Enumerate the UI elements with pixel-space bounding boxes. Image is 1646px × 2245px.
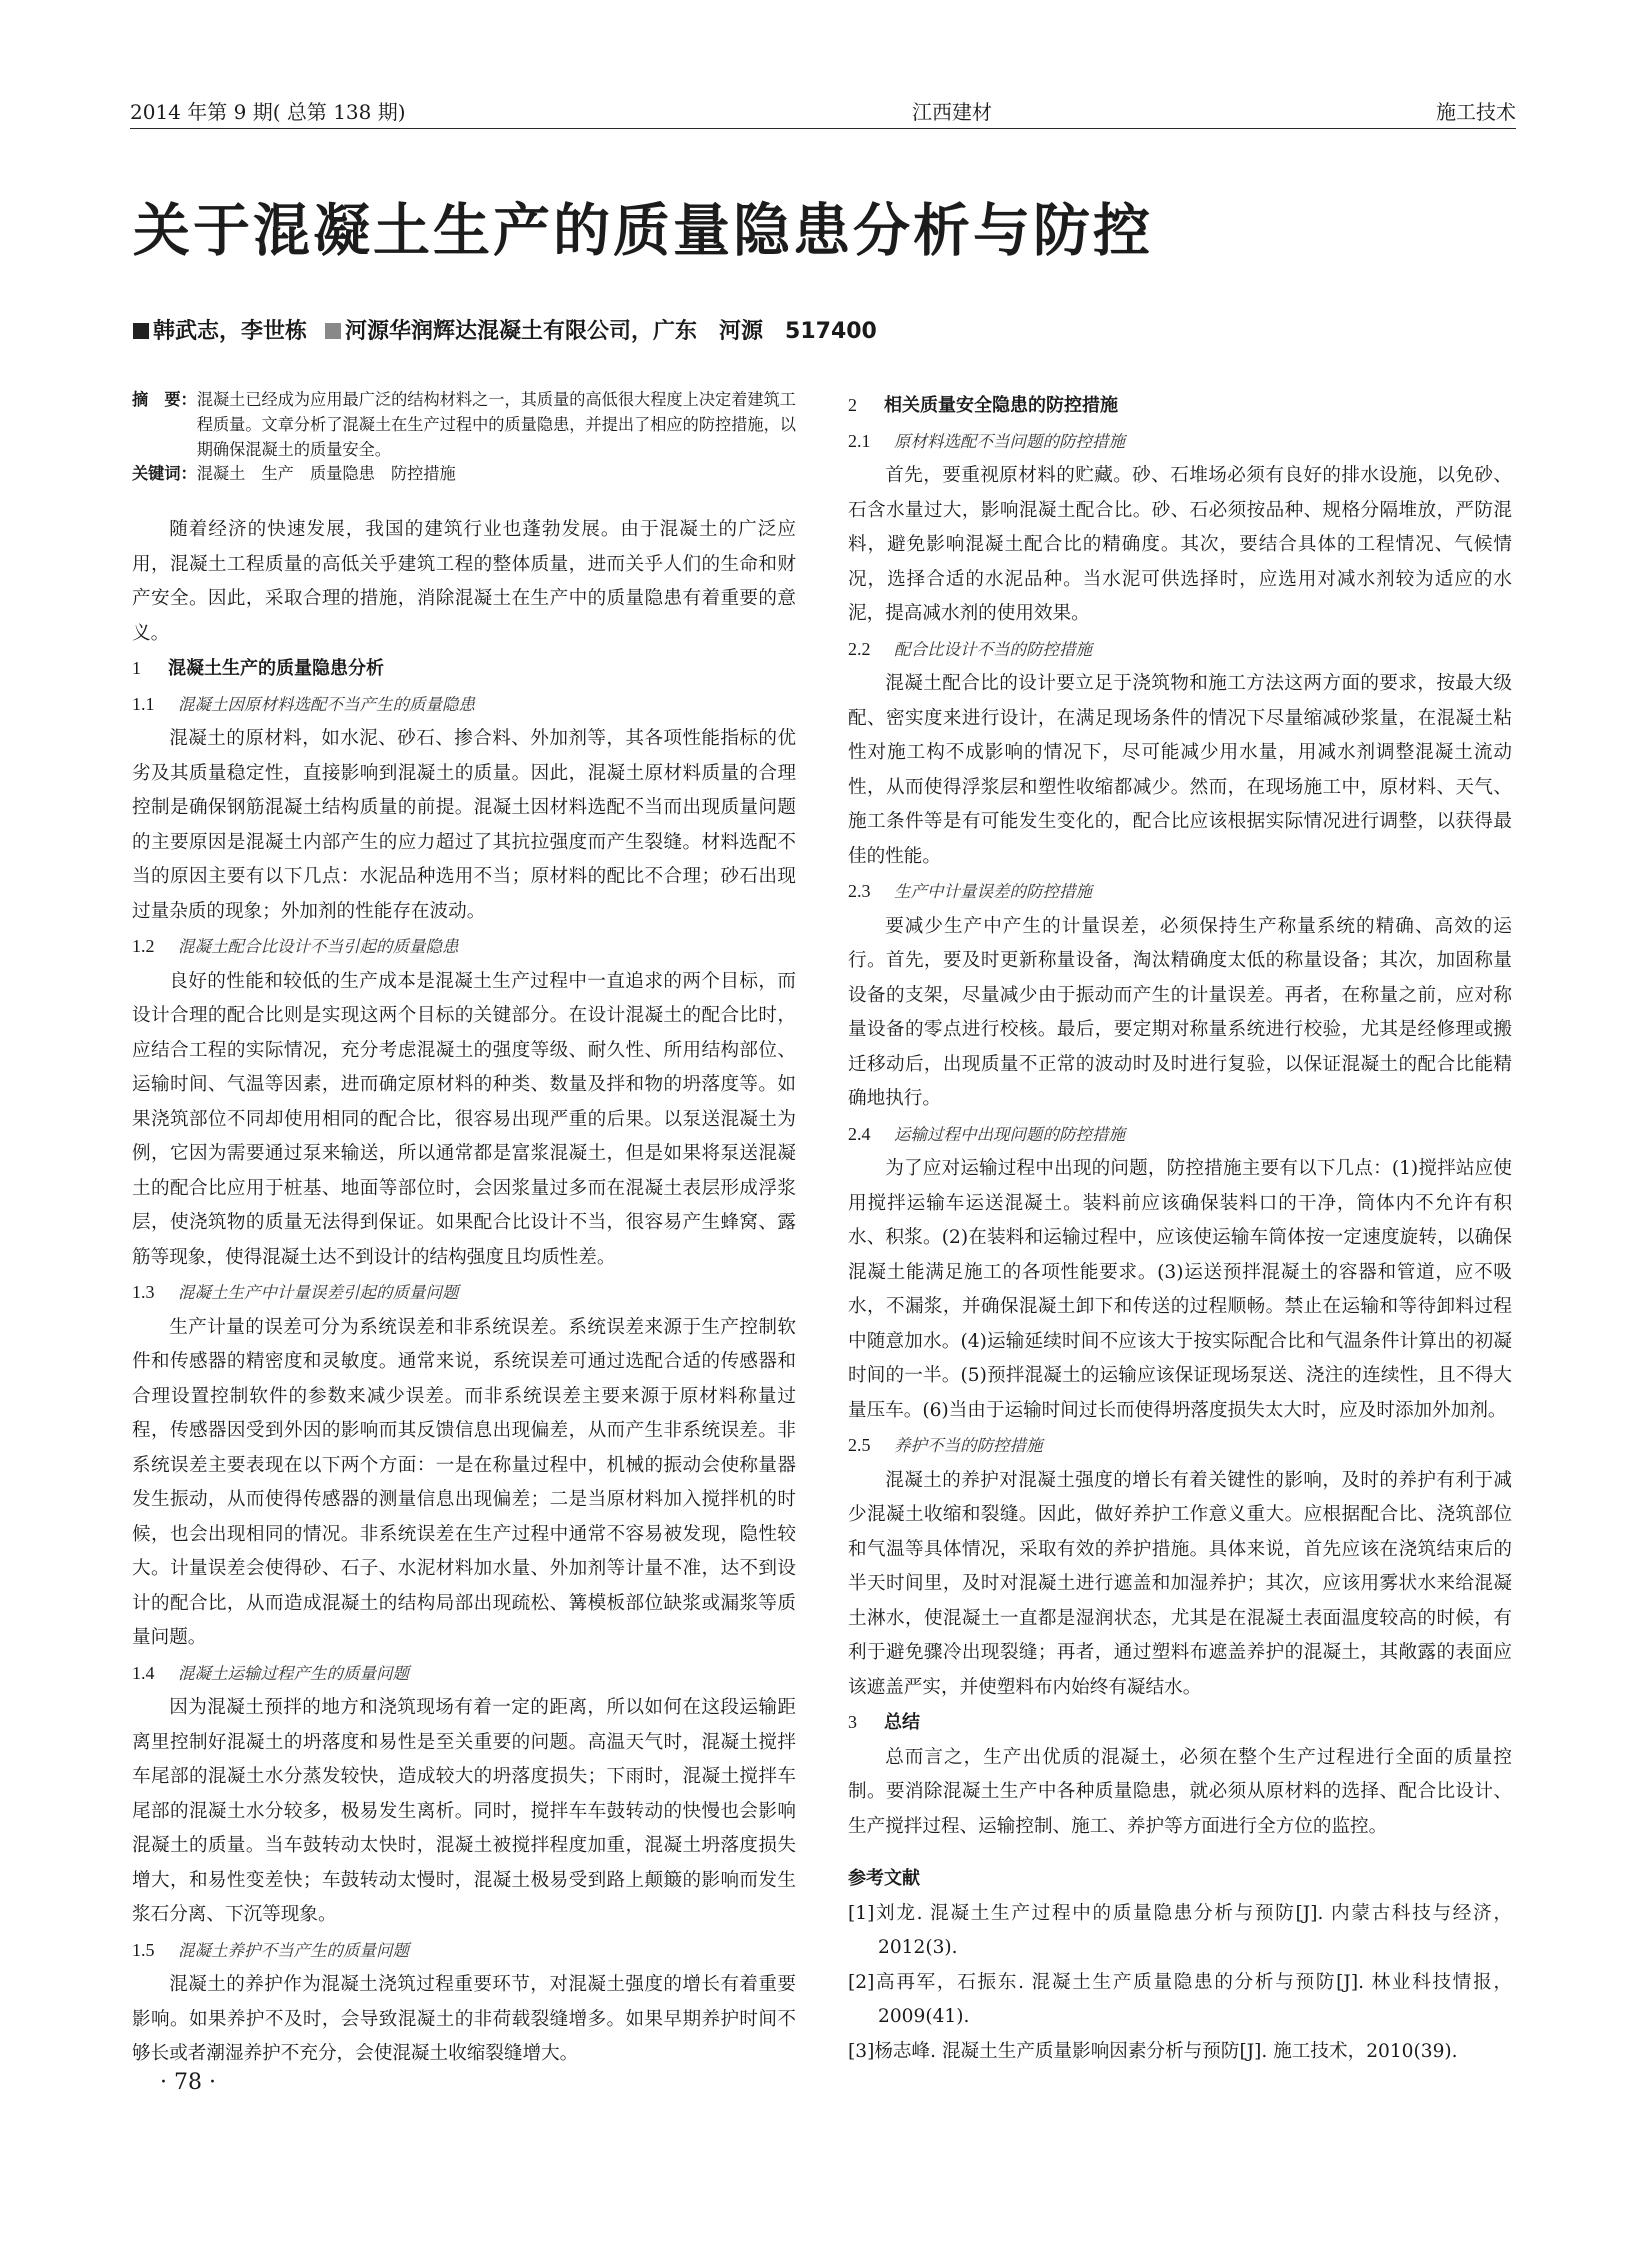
section-2-1-heading: 2.1 原材料选配不当问题的防控措施 xyxy=(848,430,1125,451)
section-2-5-heading: 2.5 养护不当的防控措施 xyxy=(848,1435,1043,1455)
reference-item: [1]刘龙. 混凝土生产过程中的质量隐患分析与预防[J]. 内蒙古科技与经济，2012(3). xyxy=(848,1902,1512,1958)
section-1-2-heading: 1.2 混凝土配合比设计不当引起的质量隐患 xyxy=(132,936,459,957)
author-square-icon xyxy=(133,323,149,339)
reference-item: [3]杨志峰. 混凝土生产质量影响因素分析与预防[J]. 施工技术，2010(39). xyxy=(848,2040,1458,2062)
section-name: 施工技术 xyxy=(1436,100,1516,124)
section-1-4-text: 因为混凝土预拌的地方和浇筑现场有着一定的距离，所以如何在这段运输距离里控制好混凝土的坍落度和易性是至关重要的问题。高温天气时，混凝土搅拌车尾部的混凝土水分蒸发较快，造成较大的坍落度损失；下雨时，混凝土搅拌车尾部的混凝土水分较多，极易发生离析。同时，搅拌车车鼓转动的快慢也会影响混凝土的质量。当车鼓转动太快时，混凝土被搅拌程度加重，混凝土坍落度损失增大，和易性变差快；车鼓转动太慢时，混凝土极易受到路上颠簸的影响而发生浆石分离、下沉等现象。 xyxy=(132,1697,796,1926)
section-2-3-text: 要减少生产中产生的计量误差，必须保持生产称量系统的精确、高效的运行。首先，要及时更新称量设备，淘汰精确度太低的称量设备；其次，加固称量设备的支架，尽量减少由于振动而产生的计量误差。再者，在称量之前，应对称量设备的零点进行校核。最后，要定期对称量系统进行校验，尤其是经修理或搬迁移动后，出现质量不正常的波动时及时进行复验，以保证混凝土的配合比能精确地执行。 xyxy=(848,915,1512,1109)
section-2-2-heading: 2.2 配合比设计不当的防控措施 xyxy=(848,638,1092,659)
right-column xyxy=(848,388,1512,2069)
journal-name: 江西建材 xyxy=(912,100,992,124)
section-3-heading: 3 总结 xyxy=(848,1712,920,1733)
section-1-1-heading: 1.1 混凝土因原材料选配不当产生的质量隐患 xyxy=(132,693,475,714)
issue-info: 2014 年第 9 期( 总第 138 期) xyxy=(130,100,406,124)
section-2-4-text: 为了应对运输过程中出现的问题，防控措施主要有以下几点：(1)搅拌站应使用搅拌运输车运送混凝土。装料前应该确保装料口的干净，筒体内不允许有积水、积浆。(2)在装料和运输过程中，应该使运输车筒体按一定速度旋转，以确保混凝土能满足施工的各项性能要求。(3)运送预拌混凝土的容器和管道，应不吸水，不漏浆，并确保混凝土卸下和传送的过程顺畅。禁止在运输和等待卸料过程中随意加水。(4)运输延续时间不应该大于按实际配合比和气温条件计算出的初凝时间的一半。(5)预拌混凝土的运输应该保证现场泵送、浇注的连续性，且不得大量压车。(6)当由于运输时间过长而使得坍落度损失太大时，应及时添加外加剂。 xyxy=(848,1158,1512,1421)
section-3-text: 总而言之，生产出优质的混凝土，必须在整个生产过程进行全面的质量控制。要消除混凝土生产中各种质量隐患，就必须从原材料的选择、配合比设计、生产搅拌过程、运输控制、施工、养护等方面进行全方位的监控。 xyxy=(848,1746,1512,1837)
affiliation-square-icon xyxy=(325,323,341,339)
section-1-3-text: 生产计量的误差可分为系统误差和非系统误差。系统误差来源于生产控制软件和传感器的精密度和灵敏度。通常来说，系统误差可通过选配合适的传感器和合理设置控制软件的参数来减少误差。而非系统误差主要来源于原材料称量过程，传感器因受到外因的影响而其反馈信息出现偏差，从而产生非系统误差。非系统误差主要表现在以下两个方面：一是在称量过程中，机械的振动会使称量器发生振动，从而使得传感器的测量信息出现偏差；二是当原材料加入搅拌机的时候，也会出现相同的情况。非系统误差在生产过程中通常不容易被发现，隐性较大。计量误差会使得砂、石子、水泥材料加水量、外加剂等计量不准，达不到设计的配合比，从而造成混凝土的结构局部出现疏松、篝模板部位缺浆或漏浆等质量问题。 xyxy=(132,1316,796,1649)
author-affiliation: 河源华润辉达混凝土有限公司，广东 河源 517400 xyxy=(345,319,877,344)
abstract-text: 混凝土已经成为应用最广泛的结构材料之一，其质量的高低很大程度上决定着建筑工程质量。文章分析了混凝土在生产过程中的质量隐患，并提出了相应的防控措施，以期确保混凝土的质量安全。 xyxy=(196,390,796,459)
article-title: 关于混凝土生产的质量隐患分析与防控 xyxy=(133,198,1153,264)
abstract-block xyxy=(132,388,796,487)
section-2-1-text: 首先，要重视原材料的贮藏。砂、石堆场必须有良好的排水设施，以免砂、石含水量过大，影响混凝土配合比。砂、石必须按品种、规格分隔堆放，严防混料，避免影响混凝土配合比的精确度。其次，要结合具体的工程情况、气候情况，选择合适的水泥品种。当水泥可供选择时，应选用对减水剂较为适应的水泥，提高减水剂的使用效果。 xyxy=(848,465,1512,624)
intro-paragraph: 随着经济的快速发展，我国的建筑行业也蓬勃发展。由于混凝土的广泛应用，混凝土工程质量的高低关乎建筑工程的整体质量，进而关乎人们的生命和财产安全。因此，采取合理的措施，消除混凝土在生产中的质量隐患有着重要的意义。 xyxy=(132,519,796,644)
keywords-text: 混凝土 生产 质量隐患 防控措施 xyxy=(196,464,456,484)
section-1-1-text: 混凝土的原材料，如水泥、砂石、掺合料、外加剂等，其各项性能指标的优劣及其质量稳定性，直接影响到混凝土的质量。因此，混凝土原材料质量的合理控制是确保钢筋混凝土结构质量的前提。混凝土因材料选配不当而出现质量问题的主要原因是混凝土内部产生的应力超过了其抗拉强度而产生裂缝。材料选配不当的原因主要有以下几点：水泥品种选用不当；原材料的配比不合理；砂石出现过量杂质的现象；外加剂的性能存在波动。 xyxy=(132,728,796,922)
reference-item: [2]高再军，石振东. 混凝土生产质量隐患的分析与预防[J]. 林业科技情报，2009(41). xyxy=(848,1971,1512,2027)
page-number: · 78 · xyxy=(160,2070,216,2095)
author-line xyxy=(133,314,877,345)
section-1-2-text: 良好的性能和较低的生产成本是混凝土生产过程中一直追求的两个目标，而设计合理的配合比则是实现这两个目标的关键部分。在设计混凝土的配合比时，应结合工程的实际情况，充分考虑混凝土的强度等级、耐久性、所用结构部位、运输时间、气温等因素，进而确定原材料的种类、数量及拌和物的坍落度等。如果浇筑部位不同却使用相同的配合比，很容易出现严重的后果。以泵送混凝土为例，它因为需要通过泵来输送，所以通常都是富浆混凝土，但是如果将泵送混凝土的配合比应用于桩基、地面等部位时，会因浆量过多而在混凝土表层形成浮浆层，使浇筑物的质量无法得到保证。如果配合比设计不当，很容易产生蜂窝、露筋等现象，使得混凝土达不到设计的结构强度且均质性差。 xyxy=(132,970,796,1268)
section-2-2-text: 混凝土配合比的设计要立足于浇筑物和施工方法这两方面的要求，按最大级配、密实度来进行设计，在满足现场条件的情况下尽量缩减砂浆量，在混凝土粘性对施工构不成影响的情况下，尽可能减少用水量，用减水剂调整混凝土流动性，从而使得浮浆层和塑性收缩都减少。然而，在现场施工中，原材料、天气、施工条件等是有可能发生变化的，配合比应该根据实际情况进行调整，以获得最佳的性能。 xyxy=(848,673,1512,867)
section-2-3-heading: 2.3 生产中计量误差的防控措施 xyxy=(848,881,1092,901)
section-1-5-text: 混凝土的养护作为混凝土浇筑过程重要环节，对混凝土强度的增长有着重要影响。如果养护不及时，会导致混凝土的非荷载裂缝增多。如果早期养护时间不够长或者潮湿养护不充分，会使混凝土收缩裂缝增大。 xyxy=(132,1974,796,2065)
references-heading: 参考文献 xyxy=(848,1868,920,1889)
section-2-4-heading: 2.4 运输过程中出现问题的防控措施 xyxy=(848,1123,1125,1144)
author-names: 韩武志，李世栋 xyxy=(153,319,308,344)
left-column xyxy=(132,388,796,2072)
section-1-heading: 1 混凝土生产的质量隐患分析 xyxy=(132,658,384,680)
section-1-4-heading: 1.4 混凝土运输过程产生的质量问题 xyxy=(132,1662,409,1683)
running-header xyxy=(130,92,1516,129)
section-2-5-text: 混凝土的养护对混凝土强度的增长有着关键性的影响，及时的养护有利于减少混凝土收缩和裂缝。因此，做好养护工作意义重大。应根据配合比、浇筑部位和气温等具体情况，采取有效的养护措施。具体来说，首先应该在浇筑结束后的半天时间里，及时对混凝土进行遮盖和加湿养护；其次，应该用雾状水来给混凝土淋水，使混凝土一直都是湿润状态，尤其是在混凝土表面温度较高的时候，有利于避免骤冷出现裂缝；再者，通过塑料布遮盖养护的混凝土，其敞露的表面应该遮盖严实，并使塑料布内始终有凝结水。 xyxy=(848,1469,1512,1698)
section-2-heading: 2 相关质量安全隐患的防控措施 xyxy=(848,395,1118,416)
section-1-3-heading: 1.3 混凝土生产中计量误差引起的质量问题 xyxy=(132,1282,459,1303)
section-1-5-heading: 1.5 混凝土养护不当产生的质量问题 xyxy=(132,1939,409,1960)
keywords-label: 关键词： xyxy=(132,464,197,484)
abstract-label: 摘 要： xyxy=(132,390,197,409)
